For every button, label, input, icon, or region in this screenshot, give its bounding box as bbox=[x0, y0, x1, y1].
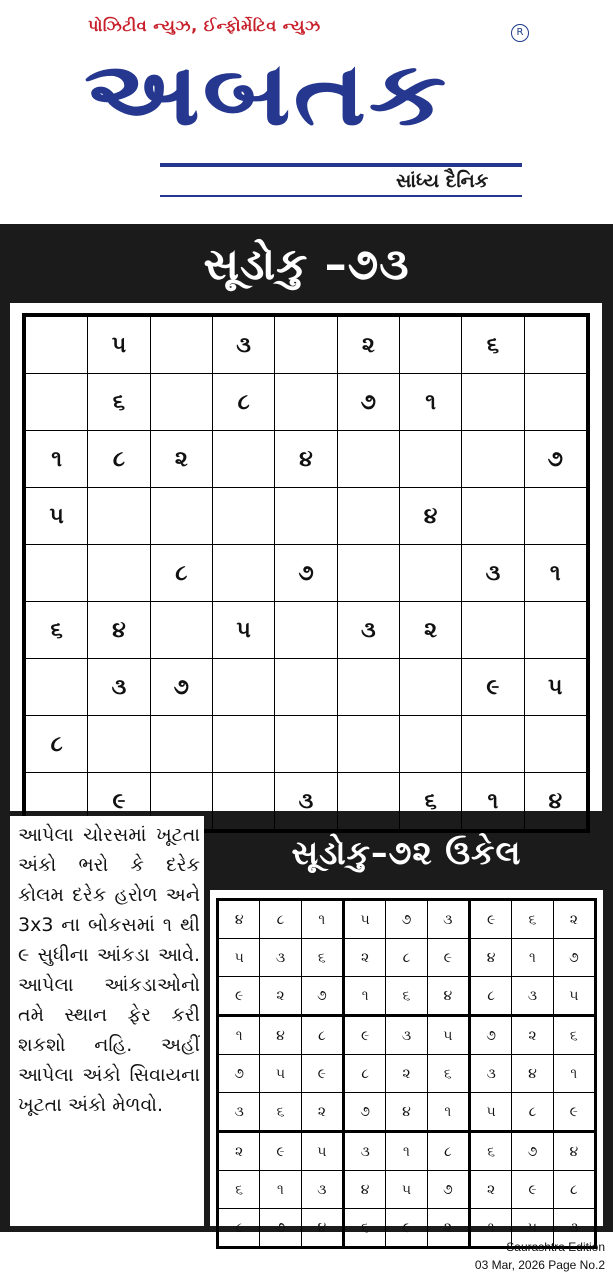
solution-cell: ૨ bbox=[553, 900, 595, 939]
puzzle-cell[interactable] bbox=[275, 602, 337, 659]
puzzle-cell: ૯ bbox=[88, 773, 150, 832]
puzzle-cell[interactable] bbox=[462, 374, 524, 431]
solution-cell: ૧ bbox=[512, 939, 553, 977]
newspaper-subtitle: સાંધ્ય દૈનિક bbox=[396, 170, 489, 192]
puzzle-cell[interactable] bbox=[524, 716, 588, 773]
solution-cell: ૭ bbox=[427, 1171, 469, 1209]
puzzle-cell[interactable] bbox=[337, 659, 399, 716]
sudoku-section bbox=[0, 224, 613, 1236]
puzzle-cell: ૫ bbox=[24, 488, 88, 545]
solution-grid bbox=[216, 898, 597, 1249]
puzzle-cell[interactable] bbox=[275, 659, 337, 716]
puzzle-cell: ૬ bbox=[88, 374, 150, 431]
puzzle-row bbox=[24, 374, 588, 431]
solution-row bbox=[218, 1093, 596, 1132]
solution-cell: ૬ bbox=[427, 1055, 469, 1093]
solution-cell: ૩ bbox=[301, 1171, 343, 1209]
solution-cell: ૯ bbox=[343, 1016, 385, 1055]
puzzle-cell[interactable] bbox=[88, 488, 150, 545]
puzzle-cell[interactable] bbox=[400, 431, 462, 488]
solution-row bbox=[218, 1016, 596, 1055]
solution-cell: ૨ bbox=[343, 939, 385, 977]
solution-cell: ૪ bbox=[427, 977, 469, 1016]
puzzle-cell[interactable] bbox=[524, 315, 588, 374]
tagline: પોઝિટીવ ન્યુઝ, ઈન્ફોર્મેટિવ ન્યુઝ bbox=[88, 16, 321, 35]
solution-cell: ૬ bbox=[386, 977, 427, 1016]
solution-title: સૂડોકુ–૭૨ ઉકેલ bbox=[291, 833, 522, 872]
puzzle-cell[interactable] bbox=[275, 488, 337, 545]
puzzle-cell: ૭ bbox=[150, 659, 212, 716]
solution-cell: ૬ bbox=[343, 1209, 385, 1248]
puzzle-cell: ૩ bbox=[275, 773, 337, 832]
solution-cell: ૫ bbox=[512, 1209, 553, 1248]
puzzle-row bbox=[24, 659, 588, 716]
puzzle-cell: ૫ bbox=[88, 315, 150, 374]
solution-cell: ૮ bbox=[469, 977, 511, 1016]
solution-cell: ૮ bbox=[427, 1132, 469, 1171]
puzzle-row bbox=[24, 488, 588, 545]
puzzle-cell: ૨ bbox=[400, 602, 462, 659]
subtitle-underline bbox=[160, 195, 522, 197]
puzzle-cell: ૭ bbox=[524, 431, 588, 488]
puzzle-row bbox=[24, 431, 588, 488]
puzzle-cell: ૭ bbox=[337, 374, 399, 431]
solution-cell: ૪ bbox=[301, 1209, 343, 1248]
puzzle-cell: ૬ bbox=[24, 602, 88, 659]
puzzle-cell[interactable] bbox=[275, 716, 337, 773]
solution-cell: ૪ bbox=[469, 939, 511, 977]
puzzle-cell[interactable] bbox=[24, 659, 88, 716]
puzzle-cell: ૮ bbox=[150, 545, 212, 602]
puzzle-cell[interactable] bbox=[212, 545, 274, 602]
puzzle-cell[interactable] bbox=[462, 488, 524, 545]
puzzle-cell: ૪ bbox=[88, 602, 150, 659]
puzzle-cell[interactable] bbox=[400, 315, 462, 374]
solution-cell: ૧ bbox=[386, 1132, 427, 1171]
puzzle-cell: ૨ bbox=[150, 431, 212, 488]
solution-cell: ૨ bbox=[469, 1171, 511, 1209]
solution-cell: ૩ bbox=[553, 1209, 595, 1248]
puzzle-cell[interactable] bbox=[462, 716, 524, 773]
solution-cell: ૮ bbox=[260, 900, 301, 939]
solution-cell: ૨ bbox=[301, 1093, 343, 1132]
solution-cell: ૩ bbox=[512, 977, 553, 1016]
newspaper-logo: અબતક bbox=[84, 42, 449, 145]
solution-cell: ૮ bbox=[301, 1016, 343, 1055]
edition-label: Saurashtra Edition bbox=[506, 1240, 605, 1254]
solution-cell: ૮ bbox=[512, 1093, 553, 1132]
puzzle-cell[interactable] bbox=[337, 431, 399, 488]
puzzle-cell[interactable] bbox=[400, 716, 462, 773]
puzzle-cell[interactable] bbox=[275, 315, 337, 374]
solution-row bbox=[218, 1055, 596, 1093]
solution-cell: ૬ bbox=[469, 1132, 511, 1171]
solution-cell: ૭ bbox=[260, 1209, 301, 1248]
solution-cell: ૫ bbox=[260, 1055, 301, 1093]
solution-cell: ૮ bbox=[553, 1171, 595, 1209]
solution-cell: ૯ bbox=[301, 1055, 343, 1093]
solution-cell: ૯ bbox=[553, 1093, 595, 1132]
puzzle-grid bbox=[22, 313, 590, 833]
puzzle-cell[interactable] bbox=[88, 545, 150, 602]
puzzle-row bbox=[24, 602, 588, 659]
solution-cell: ૭ bbox=[553, 939, 595, 977]
puzzle-cell[interactable] bbox=[275, 374, 337, 431]
solution-panel bbox=[210, 890, 603, 1236]
puzzle-cell: ૬ bbox=[400, 773, 462, 832]
puzzle-panel bbox=[10, 303, 602, 814]
solution-cell: ૫ bbox=[469, 1093, 511, 1132]
puzzle-cell: ૩ bbox=[337, 602, 399, 659]
solution-cell: ૮ bbox=[218, 1209, 260, 1248]
registered-trademark-icon: R bbox=[511, 24, 529, 42]
puzzle-row bbox=[24, 716, 588, 773]
puzzle-cell[interactable] bbox=[150, 374, 212, 431]
solution-cell: ૨ bbox=[260, 977, 301, 1016]
solution-cell: ૯ bbox=[218, 977, 260, 1016]
solution-cell: ૫ bbox=[427, 1016, 469, 1055]
puzzle-cell: ૭ bbox=[275, 545, 337, 602]
solution-cell: ૪ bbox=[553, 1132, 595, 1171]
solution-cell: ૨ bbox=[386, 1055, 427, 1093]
solution-cell: ૧ bbox=[301, 900, 343, 939]
solution-cell: ૪ bbox=[386, 1093, 427, 1132]
solution-cell: ૨ bbox=[512, 1016, 553, 1055]
puzzle-cell[interactable] bbox=[150, 602, 212, 659]
solution-cell: ૮ bbox=[343, 1055, 385, 1093]
puzzle-cell[interactable] bbox=[24, 374, 88, 431]
solution-row bbox=[218, 939, 596, 977]
puzzle-cell[interactable] bbox=[150, 488, 212, 545]
puzzle-cell: ૩ bbox=[462, 545, 524, 602]
puzzle-cell[interactable] bbox=[212, 716, 274, 773]
puzzle-cell[interactable] bbox=[212, 431, 274, 488]
puzzle-cell: ૧ bbox=[524, 545, 588, 602]
solution-cell: ૯ bbox=[512, 1171, 553, 1209]
solution-row bbox=[218, 1132, 596, 1171]
puzzle-cell: ૬ bbox=[462, 315, 524, 374]
solution-cell: ૬ bbox=[260, 1093, 301, 1132]
solution-cell: ૩ bbox=[469, 1055, 511, 1093]
solution-cell: ૫ bbox=[553, 977, 595, 1016]
puzzle-cell[interactable] bbox=[24, 315, 88, 374]
puzzle-cell: ૩ bbox=[212, 315, 274, 374]
puzzle-title: સૂડોકુ –૭૩ bbox=[203, 239, 410, 290]
puzzle-cell[interactable] bbox=[88, 716, 150, 773]
puzzle-cell: ૮ bbox=[88, 431, 150, 488]
puzzle-cell: ૧ bbox=[462, 773, 524, 832]
solution-cell: ૪ bbox=[512, 1055, 553, 1093]
solution-cell: ૩ bbox=[218, 1093, 260, 1132]
puzzle-cell: ૮ bbox=[24, 716, 88, 773]
solution-cell: ૯ bbox=[386, 1209, 427, 1248]
solution-cell: ૪ bbox=[218, 900, 260, 939]
solution-cell: ૭ bbox=[386, 900, 427, 939]
puzzle-cell: ૧ bbox=[400, 374, 462, 431]
puzzle-cell: ૩ bbox=[88, 659, 150, 716]
solution-cell: ૧ bbox=[427, 1093, 469, 1132]
puzzle-cell[interactable] bbox=[524, 602, 588, 659]
solution-cell: ૨ bbox=[427, 1209, 469, 1248]
solution-cell: ૩ bbox=[260, 939, 301, 977]
solution-cell: ૬ bbox=[512, 900, 553, 939]
puzzle-cell: ૪ bbox=[275, 431, 337, 488]
logo-underline bbox=[160, 163, 522, 167]
solution-cell: ૩ bbox=[427, 900, 469, 939]
puzzle-cell: ૮ bbox=[212, 374, 274, 431]
puzzle-cell[interactable] bbox=[337, 716, 399, 773]
puzzle-cell[interactable] bbox=[150, 716, 212, 773]
puzzle-cell: ૪ bbox=[400, 488, 462, 545]
solution-cell: ૧ bbox=[343, 977, 385, 1016]
solution-cell: ૪ bbox=[343, 1171, 385, 1209]
puzzle-cell: ૧ bbox=[24, 431, 88, 488]
solution-cell: ૬ bbox=[301, 939, 343, 977]
solution-cell: ૭ bbox=[469, 1016, 511, 1055]
puzzle-cell: ૫ bbox=[212, 602, 274, 659]
solution-cell: ૮ bbox=[386, 939, 427, 977]
solution-cell: ૨ bbox=[218, 1132, 260, 1171]
puzzle-cell: ૯ bbox=[462, 659, 524, 716]
instructions-text: આપેલા ચોરસમાં ખૂટતા અંકો ભરો કે દરેક કોલમ દરેક હરોળ અને 3x3 ના બોકસમાં ૧ થી ૯ સુધીના આંકડા આવે. આપેલા આંકડાઓનો તમે સ્થાન ફેર કરી શકશો નહિ. અહીં આપેલા અંકો સિવાયના ખૂટતા અંકો મેળવો. bbox=[10, 816, 204, 1226]
puzzle-cell[interactable] bbox=[400, 545, 462, 602]
solution-cell: ૩ bbox=[343, 1132, 385, 1171]
solution-cell: ૯ bbox=[469, 900, 511, 939]
puzzle-cell[interactable] bbox=[24, 545, 88, 602]
solution-cell: ૬ bbox=[218, 1171, 260, 1209]
solution-cell: ૭ bbox=[343, 1093, 385, 1132]
puzzle-cell[interactable] bbox=[524, 374, 588, 431]
solution-cell: ૯ bbox=[260, 1132, 301, 1171]
solution-cell: ૪ bbox=[260, 1016, 301, 1055]
solution-cell: ૧ bbox=[218, 1016, 260, 1055]
puzzle-cell[interactable] bbox=[462, 602, 524, 659]
puzzle-cell[interactable] bbox=[524, 488, 588, 545]
page-footer bbox=[475, 1238, 605, 1274]
puzzle-cell[interactable] bbox=[400, 659, 462, 716]
puzzle-cell[interactable] bbox=[337, 488, 399, 545]
solution-cell: ૯ bbox=[427, 939, 469, 977]
puzzle-cell: ૫ bbox=[524, 659, 588, 716]
solution-cell: ૫ bbox=[218, 939, 260, 977]
solution-cell: ૫ bbox=[386, 1171, 427, 1209]
puzzle-cell[interactable] bbox=[212, 488, 274, 545]
puzzle-row bbox=[24, 315, 588, 374]
solution-cell: ૭ bbox=[512, 1132, 553, 1171]
solution-cell: ૭ bbox=[301, 977, 343, 1016]
solution-cell: ૧ bbox=[260, 1171, 301, 1209]
solution-cell: ૩ bbox=[386, 1016, 427, 1055]
solution-cell: ૧ bbox=[553, 1055, 595, 1093]
date-page-label: 03 Mar, 2026 Page No.2 bbox=[474, 1258, 605, 1272]
solution-cell: ૧ bbox=[469, 1209, 511, 1248]
puzzle-cell: ૨ bbox=[337, 315, 399, 374]
puzzle-cell[interactable] bbox=[150, 315, 212, 374]
puzzle-cell: ૪ bbox=[524, 773, 588, 832]
solution-cell: ૭ bbox=[218, 1055, 260, 1093]
solution-cell: ૬ bbox=[553, 1016, 595, 1055]
puzzle-cell[interactable] bbox=[212, 659, 274, 716]
solution-cell: ૫ bbox=[301, 1132, 343, 1171]
solution-cell: ૫ bbox=[343, 900, 385, 939]
solution-row bbox=[218, 1171, 596, 1209]
masthead bbox=[0, 0, 613, 215]
puzzle-cell[interactable] bbox=[337, 545, 399, 602]
solution-row bbox=[218, 900, 596, 939]
puzzle-cell[interactable] bbox=[462, 431, 524, 488]
puzzle-row bbox=[24, 545, 588, 602]
solution-row bbox=[218, 977, 596, 1016]
